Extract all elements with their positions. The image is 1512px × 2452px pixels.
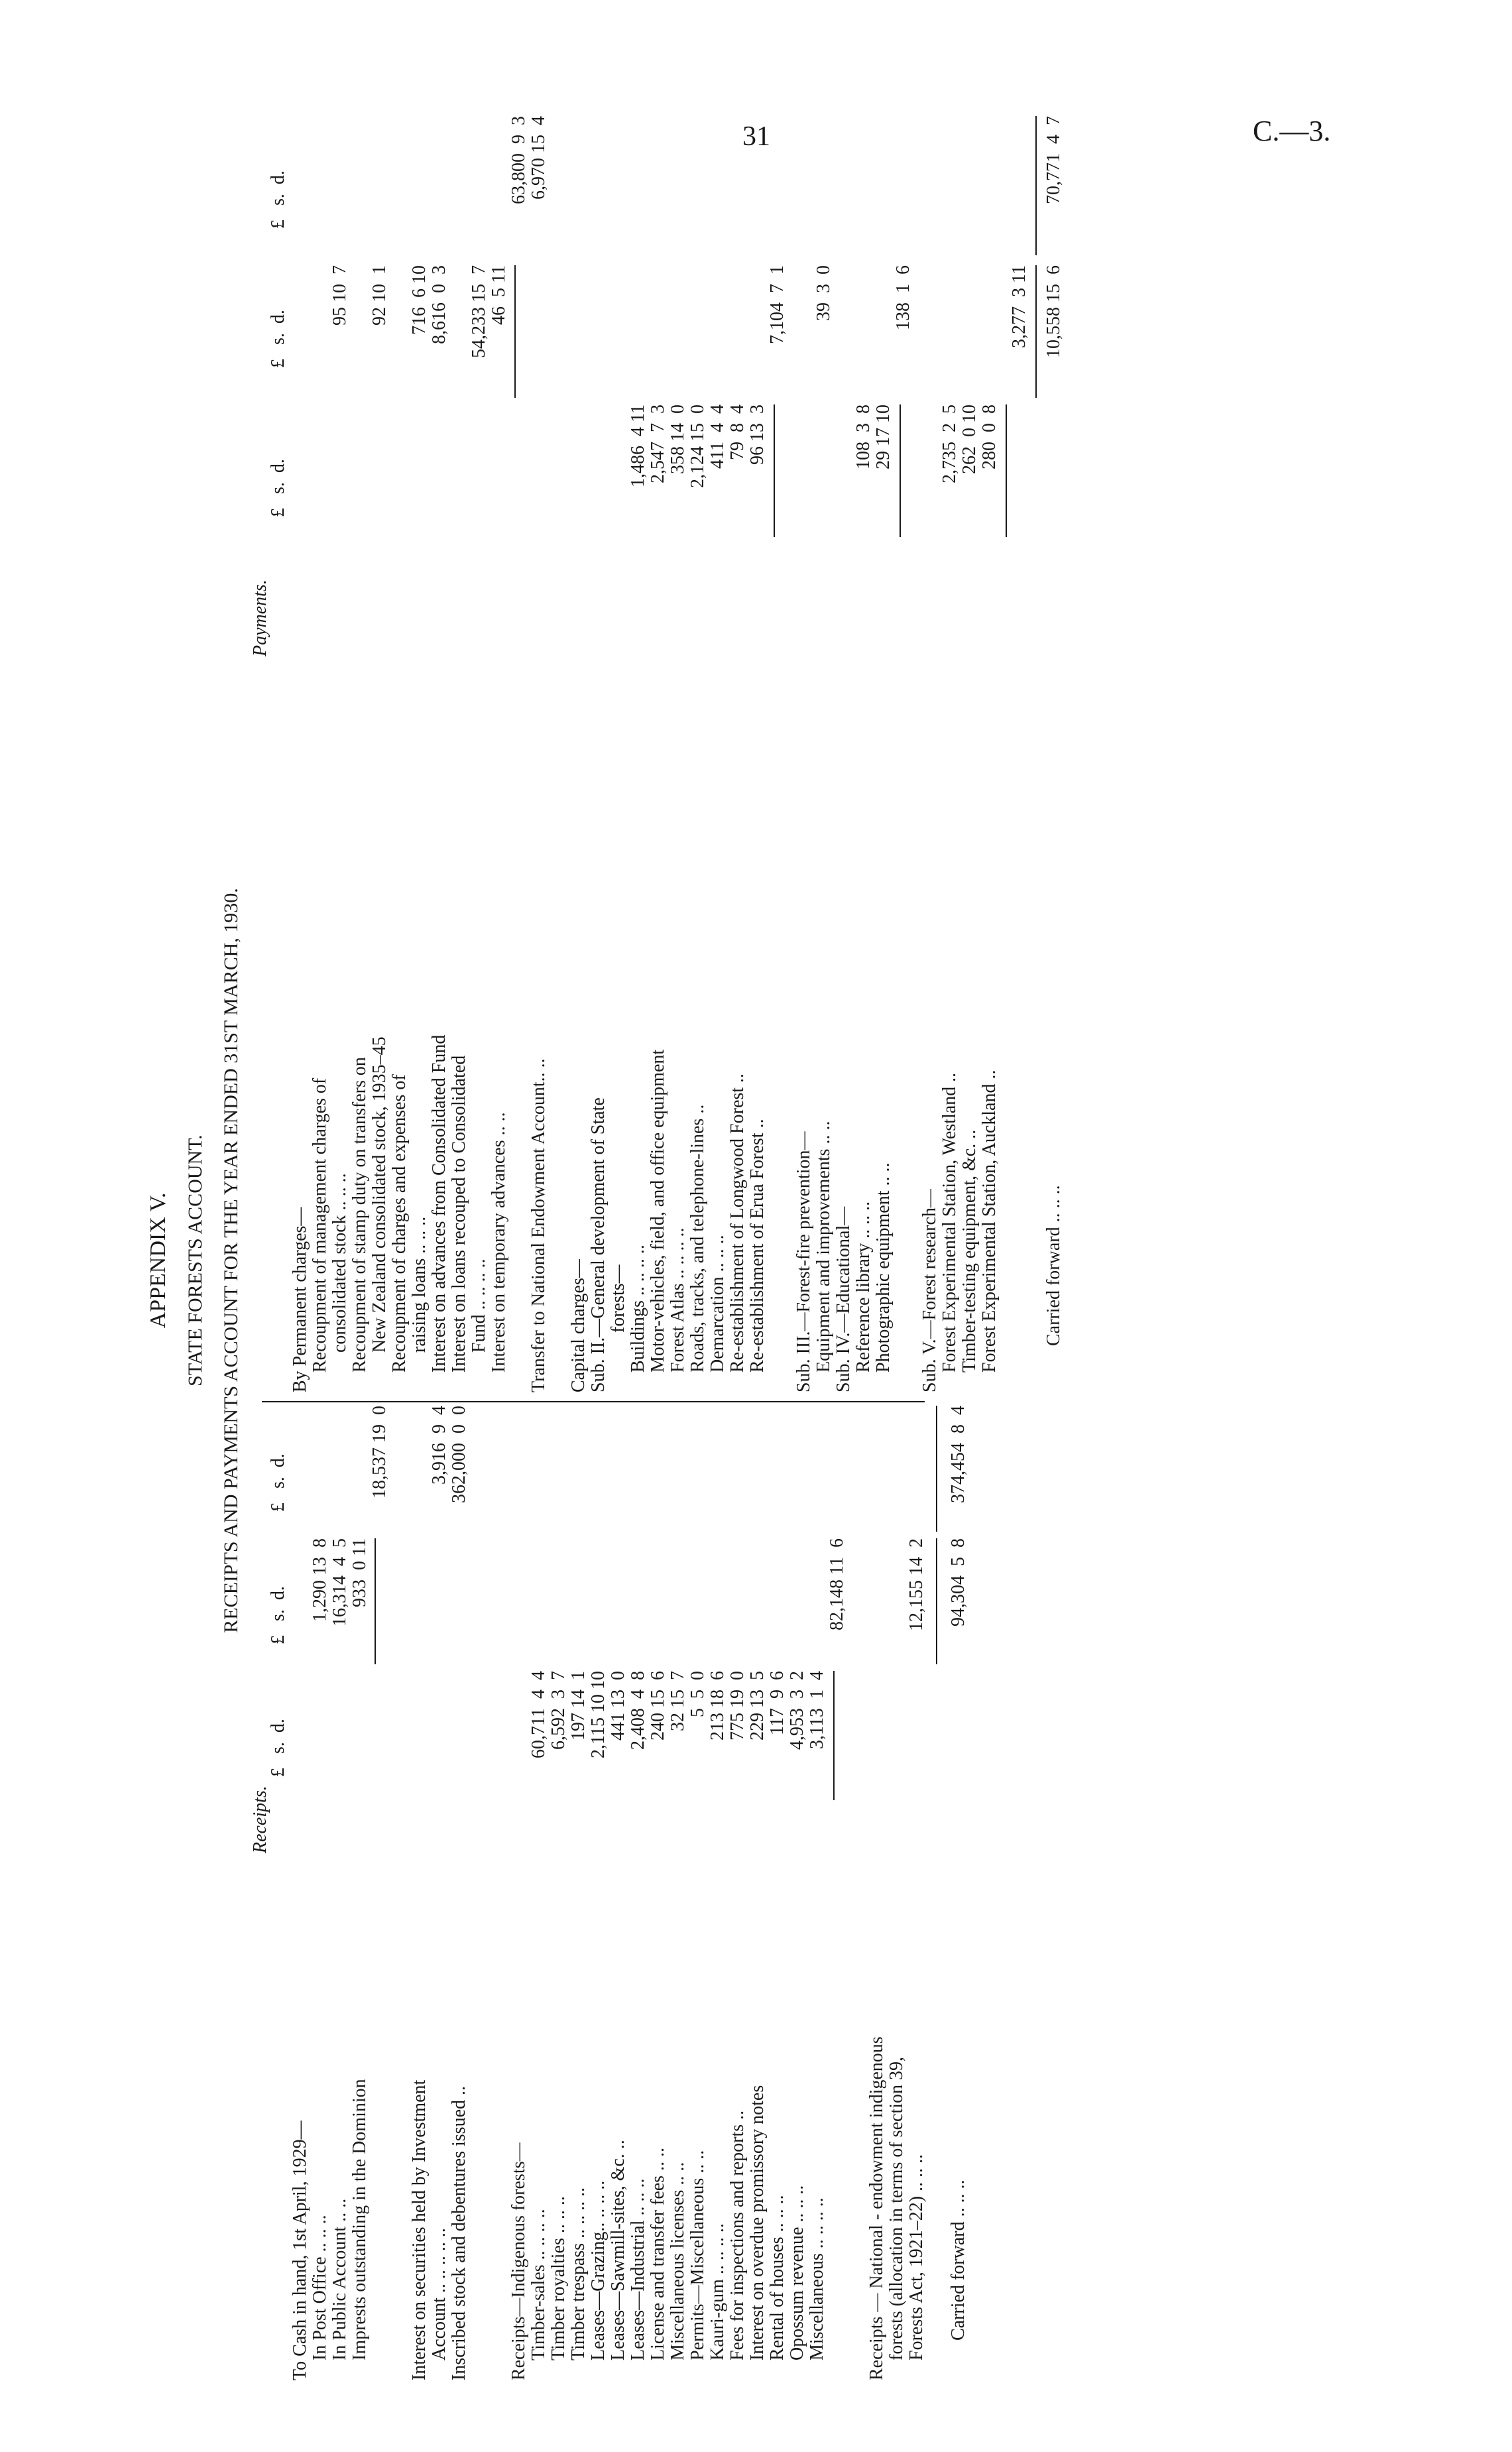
indigenous-item-label: Leases—Grazing.. .. .. .. — [588, 2180, 609, 2360]
permanent-charges-heading: By Permanent charges— — [290, 1207, 310, 1392]
sub4-item-label: Photographic equipment .. .. — [873, 1162, 894, 1373]
sub2-item-label: Roads, tracks, and telephone-lines .. — [687, 1104, 708, 1373]
sub3-label: Equipment and improvements .. .. — [813, 1121, 834, 1373]
sub4-item-amount: 29 17 10 — [873, 404, 894, 469]
cash-heading: To Cash in hand, 1st April, 1929— — [290, 2120, 310, 2380]
inscribed-stock-label: Inscribed stock and debentures issued .. — [449, 2086, 469, 2380]
payments-col1-header: £ s. d. — [268, 459, 288, 517]
transfer-endowment-amount: 6,970 15 4 — [528, 116, 549, 200]
sub2-item-amount: 79 8 4 — [727, 404, 748, 460]
stamp-duty-label: Recoupment of stamp duty on transfers on — [349, 1057, 370, 1373]
national-endowment-amount: 12,155 14 2 — [906, 1538, 927, 1631]
interest-securities-label-cont: Account .. .. .. .. .. — [429, 2228, 449, 2360]
management-charges-label: Recoupment of management charges of — [310, 1077, 330, 1373]
sub4-item-label: Reference library .. .. .. — [853, 1201, 874, 1373]
indigenous-item-label: Miscellaneous licenses .. .. — [668, 2162, 688, 2360]
appendix-title: APPENDIX V. — [146, 1192, 170, 1329]
receipts-col3-header: £ s. d. — [268, 1453, 288, 1512]
payments-carried-col2: 10,558 15 6 — [1043, 265, 1064, 358]
statement-title: RECEIPTS AND PAYMENTS ACCOUNT FOR THE YEAR ENDED 31ST MARCH, 1930. — [220, 888, 242, 1633]
indigenous-item-amount: 775 19 0 — [727, 1671, 748, 1741]
management-charges-amount: 95 10 7 — [329, 265, 350, 326]
payments-col2-rule — [1035, 265, 1037, 398]
indigenous-total: 82,148 11 6 — [827, 1538, 847, 1630]
indigenous-subtotal-rule — [833, 1671, 835, 1800]
temporary-advances-amount: 46 5 11 — [489, 265, 509, 325]
sub5-heading: Sub. V.—Forest research— — [919, 1189, 940, 1392]
raising-loans-amount: 716 6 10 — [409, 265, 430, 335]
payments-carried-forward-label: Carried forward .. .. .. — [1043, 1185, 1064, 1346]
sub5-item-amount: 2,735 2 5 — [939, 404, 960, 483]
sub2-item-label: Forest Atlas .. .. .. .. — [668, 1227, 688, 1373]
interest-advances-label: Interest on advances from Consolidated Fund — [429, 1034, 449, 1373]
cash-item-label: In Post Office .. .. .. — [310, 2215, 330, 2360]
sub2-item-amount: 2,547 7 3 — [648, 404, 668, 483]
indigenous-item-label: Timber royalties .. .. .. — [548, 2196, 569, 2360]
management-charges-label-cont: consolidated stock .. .. .. — [329, 1173, 350, 1353]
sub2-item-amount: 96 13 3 — [747, 404, 768, 465]
indigenous-item-label: Timber trespass .. .. .. .. — [568, 2187, 589, 2360]
sub5-total: 3,277 3 11 — [1009, 265, 1029, 348]
receipts-col3-rule — [936, 1406, 937, 1532]
sub5-item-label: Timber-testing equipment, &c. .. — [959, 1129, 980, 1373]
indigenous-item-amount: 213 18 6 — [707, 1671, 728, 1741]
sub2-item-label: Buildings .. .. .. .. — [628, 1245, 648, 1373]
indigenous-item-amount: 5 5 0 — [687, 1671, 708, 1717]
indigenous-item-label: Timber-sales .. .. .. .. — [528, 2209, 549, 2360]
receipts-carried-forward-label: Carried forward .. .. .. — [948, 2179, 968, 2341]
indigenous-item-amount: 441 13 0 — [608, 1671, 628, 1741]
national-endowment-label-cont: forests (allocation in terms of section 39, — [886, 2057, 907, 2360]
receipts-carried-col3: 374,454 8 4 — [948, 1406, 968, 1503]
indigenous-item-label: License and transfer fees .. .. — [648, 2147, 668, 2360]
indigenous-item-amount: 3,113 1 4 — [807, 1671, 827, 1749]
indigenous-item-amount: 229 13 5 — [747, 1671, 768, 1741]
centre-divider — [262, 1401, 925, 1402]
stamp-duty-amount: 92 10 1 — [369, 265, 390, 326]
stamp-duty-label-cont: New Zealand consolidated stock, 1935–45 — [369, 1036, 390, 1353]
capital-charges-heading: Capital charges— — [568, 1259, 589, 1392]
receipts-col2-rule — [936, 1538, 937, 1664]
payments-carried-col3: 70,771 4 7 — [1043, 116, 1064, 204]
indigenous-item-label: Opossum revenue .. .. .. — [787, 2185, 807, 2360]
page-number: 31 — [742, 121, 770, 152]
sub2-item-amount: 358 14 0 — [668, 404, 688, 474]
interest-securities-amount: 3,916 9 4 — [429, 1406, 449, 1485]
indigenous-item-label: Leases—Sawmill-sites, &c. .. — [608, 2140, 628, 2360]
cash-subtotal-rule — [375, 1538, 376, 1664]
sub3-heading: Sub. III.—Forest-fire prevention— — [793, 1131, 814, 1392]
cash-item-label: In Public Account .. .. — [329, 2198, 350, 2360]
indigenous-item-amount: 117 9 6 — [767, 1671, 787, 1735]
payments-col3-rule — [1035, 116, 1037, 255]
sub5-item-amount: 262 0 10 — [959, 404, 980, 474]
national-endowment-label-cont: Forests Act, 1921–22) .. .. .. — [906, 2154, 927, 2360]
cash-total: 18,537 19 0 — [369, 1406, 390, 1499]
interest-securities-label: Interest on securities held by Investment — [409, 2079, 430, 2380]
rotated-statement — [146, 101, 1512, 2420]
receipts-col2-header: £ s. d. — [268, 1586, 288, 1644]
sub2-item-label: Motor-vehicles, field, and office equipment — [648, 1049, 668, 1373]
transfer-endowment-label: Transfer to National Endowment Account.. .. — [528, 1058, 549, 1392]
interest-loans-label: Interest on loans recouped to Consolidated — [449, 1055, 469, 1373]
sub5-item-label: Forest Experimental Station, Auckland .. — [979, 1070, 1000, 1373]
sub5-item-amount: 280 0 8 — [979, 404, 1000, 469]
sub4-total: 138 1 6 — [893, 265, 913, 330]
sub4-item-amount: 108 3 8 — [853, 404, 874, 469]
sub5-subtotal-rule — [1006, 404, 1007, 537]
raising-loans-label-cont: raising loans .. .. .. — [409, 1216, 430, 1353]
inscribed-stock-amount: 362,000 0 0 — [449, 1406, 469, 1503]
sub2-heading-cont: forests— — [608, 1264, 628, 1333]
raising-loans-label: Recoupment of charges and expenses of — [389, 1074, 410, 1373]
indigenous-item-amount: 32 15 7 — [668, 1671, 688, 1731]
indigenous-item-label: Permits—Miscellaneous .. .. — [687, 2150, 708, 2360]
sub2-item-amount: 2,124 15 0 — [687, 404, 708, 488]
receipts-carried-col2: 94,304 5 8 — [948, 1538, 968, 1626]
indigenous-item-amount: 6,592 3 7 — [548, 1671, 569, 1750]
sub2-item-label: Demarcation .. .. .. — [707, 1235, 728, 1373]
receipts-heading: Receipts. — [250, 1786, 270, 1853]
account-title: STATE FORESTS ACCOUNT. — [184, 1134, 206, 1386]
indigenous-item-amount: 60,711 4 4 — [528, 1671, 549, 1758]
interest-loans-label-cont: Fund .. .. .. .. — [469, 1258, 489, 1353]
sub3-amount: 39 3 0 — [813, 265, 834, 321]
sub2-item-amount: 411 4 4 — [707, 404, 728, 469]
cash-item-amount: 16,314 4 5 — [329, 1538, 350, 1626]
sub2-heading: Sub. II.—General development of State — [588, 1097, 609, 1392]
indigenous-item-amount: 2,408 4 8 — [628, 1671, 648, 1750]
indigenous-item-amount: 240 15 6 — [648, 1671, 668, 1741]
permanent-total: 63,800 9 3 — [508, 116, 529, 204]
sub5-item-label: Forest Experimental Station, Westland .. — [939, 1072, 960, 1373]
sub4-heading: Sub. IV.—Educational— — [833, 1206, 854, 1392]
indigenous-item-label: Miscellaneous .. .. .. .. — [807, 2197, 827, 2360]
indigenous-item-label: Leases—Industrial .. .. .. — [628, 2178, 648, 2360]
indigenous-item-label: Interest on overdue promissory notes — [747, 2085, 768, 2360]
payments-col3-header: £ s. d. — [268, 170, 288, 229]
sub4-subtotal-rule — [900, 404, 901, 537]
sub2-item-label: Re-establishment of Longwood Forest .. — [727, 1073, 748, 1373]
cash-item-amount: 933 0 11 — [349, 1538, 370, 1607]
document-code: C.—3. — [1253, 115, 1331, 147]
interest-advances-amount: 8,616 0 3 — [429, 265, 449, 344]
cash-item-label: Imprests outstanding in the Dominion — [349, 2079, 370, 2360]
sub2-item-label: Re-establishment of Erua Forest .. — [747, 1119, 768, 1373]
indigenous-item-amount: 197 14 1 — [568, 1671, 589, 1741]
sub2-subtotal-rule — [774, 404, 775, 537]
indigenous-item-label: Fees for inspections and reports .. — [727, 2110, 748, 2360]
indigenous-item-label: Rental of houses .. .. .. — [767, 2195, 787, 2360]
payments-col2-header: £ s. d. — [268, 310, 288, 368]
national-endowment-label: Receipts — National - endowment indigenous — [866, 2036, 887, 2380]
temporary-advances-label: Interest on temporary advances .. .. — [489, 1112, 509, 1373]
indigenous-item-amount: 2,115 10 10 — [588, 1671, 609, 1758]
indigenous-item-label: Kauri-gum .. .. .. .. — [707, 2223, 728, 2360]
sub2-total: 7,104 7 1 — [767, 265, 787, 344]
sub2-item-amount: 1,486 4 11 — [628, 404, 648, 487]
payments-heading: Payments. — [250, 580, 270, 656]
interest-loans-amount: 54,233 15 7 — [469, 265, 489, 358]
indigenous-heading: Receipts—Indigenous forests— — [508, 2142, 529, 2380]
receipts-col1-header: £ s. d. — [268, 1719, 288, 1777]
permanent-subtotal-rule — [514, 265, 516, 398]
indigenous-item-amount: 4,953 3 2 — [787, 1671, 807, 1750]
cash-item-amount: 1,290 13 8 — [310, 1538, 330, 1622]
